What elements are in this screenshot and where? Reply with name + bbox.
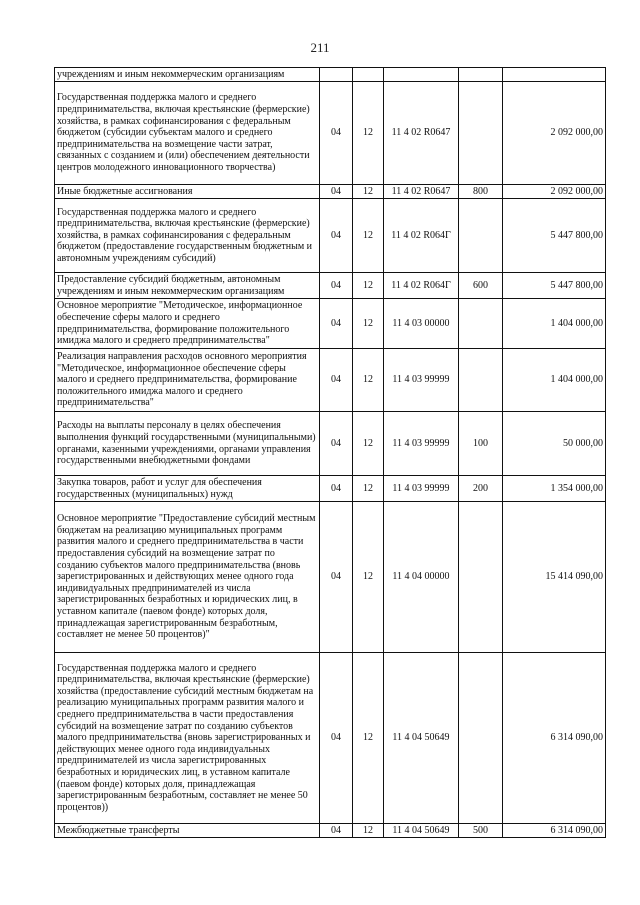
amount-cell: 6 314 090,00 — [503, 824, 606, 838]
table-row — [55, 502, 606, 653]
amount-cell: 5 447 800,00 — [503, 199, 606, 273]
subsection-code-cell: 12 — [353, 476, 384, 502]
target-article-cell — [384, 68, 459, 82]
table-row — [55, 185, 606, 199]
section-code-cell — [320, 68, 353, 82]
row-name-cell: Государственная поддержка малого и среднего предпринимательства, включая крестьянские (фермерские) хозяйства (предоставление субсидий местным бюджетам на реализацию муниципальных программ развития малого и среднего предпринимательства в части предоставления субсидий на возмещение затрат по созданию субъектов малого предпринимательства (вновь зарегистрированных и действующих менее одного года индивидуальных предпринимателей из числа зарегистрированных безработных и юридических лиц, в уставном капитале (паевом фонде) которых доля, принадлежащая зарегистрированным безработным, составляет не менее 50 процентов)) — [55, 653, 320, 824]
target-article-cell: 11 4 03 00000 — [384, 299, 459, 349]
row-name-cell: Государственная поддержка малого и среднего предпринимательства, включая крестьянские (фермерские) хозяйства, в рамках софинансирования с федеральным бюджетом (предоставление государственным бюджетным и автономным учреждениям субсидий) — [55, 199, 320, 273]
subsection-code-cell — [353, 68, 384, 82]
expense-type-cell: 100 — [459, 412, 503, 476]
expense-type-cell — [459, 68, 503, 82]
target-article-cell: 11 4 02 R064Г — [384, 199, 459, 273]
row-name-cell: Реализация направления расходов основного мероприятия "Методическое, информационное обеспечение сферы малого и среднего предпринимательства, формирование положительного имиджа малого и среднего предпринимательства" — [55, 349, 320, 412]
subsection-code-cell: 12 — [353, 412, 384, 476]
amount-cell: 50 000,00 — [503, 412, 606, 476]
expense-type-cell — [459, 199, 503, 273]
target-article-cell: 11 4 03 99999 — [384, 412, 459, 476]
row-name-cell: Закупка товаров, работ и услуг для обеспечения государственных (муниципальных) нужд — [55, 476, 320, 502]
subsection-code-cell: 12 — [353, 299, 384, 349]
expense-type-cell: 800 — [459, 185, 503, 199]
subsection-code-cell: 12 — [353, 349, 384, 412]
table-row — [55, 653, 606, 824]
amount-cell — [503, 68, 606, 82]
target-article-cell: 11 4 02 R0647 — [384, 185, 459, 199]
expense-type-cell: 200 — [459, 476, 503, 502]
amount-cell: 1 404 000,00 — [503, 299, 606, 349]
budget-table — [54, 67, 606, 838]
row-name-cell: Основное мероприятие "Методическое, информационное обеспечение сферы малого и среднего предпринимательства, формирование положительного имиджа малого и среднего предпринимательства" — [55, 299, 320, 349]
section-code-cell: 04 — [320, 349, 353, 412]
table-row — [55, 476, 606, 502]
expense-type-cell — [459, 82, 503, 185]
amount-cell: 5 447 800,00 — [503, 273, 606, 299]
target-article-cell: 11 4 04 50649 — [384, 824, 459, 838]
target-article-cell: 11 4 04 50649 — [384, 653, 459, 824]
expense-type-cell — [459, 653, 503, 824]
table-row — [55, 299, 606, 349]
subsection-code-cell: 12 — [353, 273, 384, 299]
table-row — [55, 273, 606, 299]
amount-cell: 1 404 000,00 — [503, 349, 606, 412]
row-name-cell: Расходы на выплаты персоналу в целях обеспечения выполнения функций государственными (муниципальными) органами, казенными учреждениями, органами управления государственными внебюджетными фондами — [55, 412, 320, 476]
target-article-cell: 11 4 04 00000 — [384, 502, 459, 653]
section-code-cell: 04 — [320, 199, 353, 273]
amount-cell: 2 092 000,00 — [503, 82, 606, 185]
target-article-cell: 11 4 03 99999 — [384, 349, 459, 412]
target-article-cell: 11 4 02 R0647 — [384, 82, 459, 185]
amount-cell: 1 354 000,00 — [503, 476, 606, 502]
table-row — [55, 199, 606, 273]
section-code-cell: 04 — [320, 824, 353, 838]
subsection-code-cell: 12 — [353, 82, 384, 185]
row-name-cell: учреждениям и иным некоммерческим организациям — [55, 68, 320, 82]
table-row — [55, 68, 606, 82]
subsection-code-cell: 12 — [353, 502, 384, 653]
section-code-cell: 04 — [320, 502, 353, 653]
subsection-code-cell: 12 — [353, 185, 384, 199]
section-code-cell: 04 — [320, 299, 353, 349]
table-row — [55, 412, 606, 476]
subsection-code-cell: 12 — [353, 199, 384, 273]
page-number: 211 — [310, 40, 330, 55]
row-name-cell: Межбюджетные трансферты — [55, 824, 320, 838]
table-row — [55, 824, 606, 838]
row-name-cell: Основное мероприятие "Предоставление субсидий местным бюджетам на реализацию муниципальных программ развития малого и среднего предпринимательства в части предоставления субсидий на возмещение затрат по созданию субъектов малого предпринимательства (вновь зарегистрированных и действующих менее одного года индивидуальных предпринимателей из числа зарегистрированных безработных и юридических лиц, в уставном капитале (паевом фонде) которых доля, принадлежащая зарегистрированным безработным, составляет не менее 50 процентов)" — [55, 502, 320, 653]
amount-cell: 15 414 090,00 — [503, 502, 606, 653]
amount-cell: 6 314 090,00 — [503, 653, 606, 824]
expense-type-cell — [459, 502, 503, 653]
section-code-cell: 04 — [320, 82, 353, 185]
row-name-cell: Предоставление субсидий бюджетным, автономным учреждениям и иным некоммерческим организациям — [55, 273, 320, 299]
row-name-cell: Иные бюджетные ассигнования — [55, 185, 320, 199]
target-article-cell: 11 4 02 R064Г — [384, 273, 459, 299]
subsection-code-cell: 12 — [353, 824, 384, 838]
table-row — [55, 349, 606, 412]
target-article-cell: 11 4 03 99999 — [384, 476, 459, 502]
section-code-cell: 04 — [320, 476, 353, 502]
expense-type-cell: 600 — [459, 273, 503, 299]
section-code-cell: 04 — [320, 273, 353, 299]
section-code-cell: 04 — [320, 653, 353, 824]
expense-type-cell: 500 — [459, 824, 503, 838]
section-code-cell: 04 — [320, 412, 353, 476]
expense-type-cell — [459, 299, 503, 349]
row-name-cell: Государственная поддержка малого и среднего предпринимательства, включая крестьянские (фермерские) хозяйства, в рамках софинансирования с федеральным бюджетом (субсидии субъектам малого и среднего предпринимательства на возмещение части затрат, связанных с созданием и (или) обеспечением деятельности центров молодежного инновационного творчества) — [55, 82, 320, 185]
section-code-cell: 04 — [320, 185, 353, 199]
subsection-code-cell: 12 — [353, 653, 384, 824]
expense-type-cell — [459, 349, 503, 412]
table-row — [55, 82, 606, 185]
amount-cell: 2 092 000,00 — [503, 185, 606, 199]
